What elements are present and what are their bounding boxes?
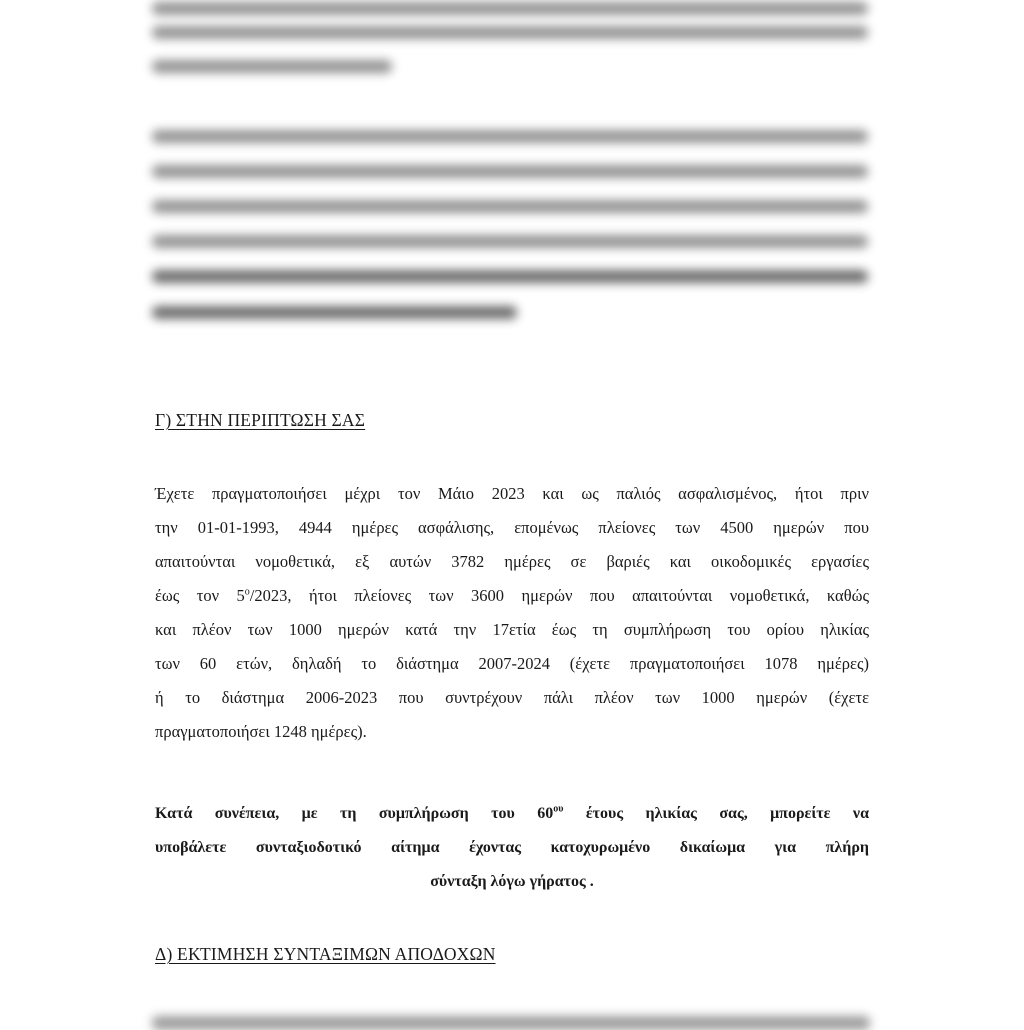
section-d-heading: Δ) ΕΚΤΙΜΗΣΗ ΣΥΝΤΑΞΙΜΩΝ ΑΠΟΔΟΧΩΝ bbox=[155, 944, 496, 964]
line-text: έτους ηλικίας σας, μπορείτε να bbox=[563, 805, 870, 822]
line-text: έως τον 5 bbox=[155, 586, 245, 605]
conclusion-line bbox=[155, 802, 869, 826]
paragraph-line: πραγματοποιήσει 1248 ημέρες). bbox=[155, 722, 367, 741]
line-text: Κατά συνέπεια, με τη συμπλήρωση του 60 bbox=[155, 805, 554, 822]
superscript: ου bbox=[553, 803, 564, 815]
paragraph-line: των 60 ετών, δηλαδή το διάστημα 2007-2024 (έχετε πραγματοποιήσει 1078 ημέρες) bbox=[155, 654, 869, 673]
section-c-heading: Γ) ΣΤΗΝ ΠΕΡΙΠΤΩΣΗ ΣΑΣ bbox=[155, 410, 366, 430]
paragraph-line: απαιτούνται νομοθετικά, εξ αυτών 3782 ημέρες σε βαριές και οικοδομικές εργασίες bbox=[155, 552, 869, 571]
paragraph-line: ή το διάστημα 2006-2023 που συντρέχουν πάλι πλέον των 1000 ημερών (έχετε bbox=[155, 688, 869, 707]
paragraph-line: Έχετε πραγματοποιήσει μέχρι τον Μάιο 2023 και ως παλιός ασφαλισμένος, ήτοι πριν bbox=[155, 484, 869, 503]
conclusion-line: σύνταξη λόγω γήρατος . bbox=[430, 873, 594, 890]
paragraph-line: και πλέον των 1000 ημερών κατά την 17ετία έως τη συμπλήρωση του ορίου ηλικίας bbox=[155, 620, 869, 639]
paragraph-line: την 01-01-1993, 4944 ημέρες ασφάλισης, επομένως πλείονες των 4500 ημερών που bbox=[155, 518, 869, 537]
conclusion-line: υποβάλετε συνταξιοδοτικό αίτημα έχοντας κατοχυρωμένο δικαίωμα για πλήρη bbox=[155, 839, 869, 856]
paragraph-line bbox=[155, 584, 869, 608]
superscript: ο bbox=[244, 586, 250, 598]
line-text: /2023, ήτοι πλείονες των 3600 ημερών που απαιτούνται νομοθετικά, καθώς bbox=[249, 586, 869, 605]
blurred-bottom-line bbox=[152, 1016, 870, 1030]
